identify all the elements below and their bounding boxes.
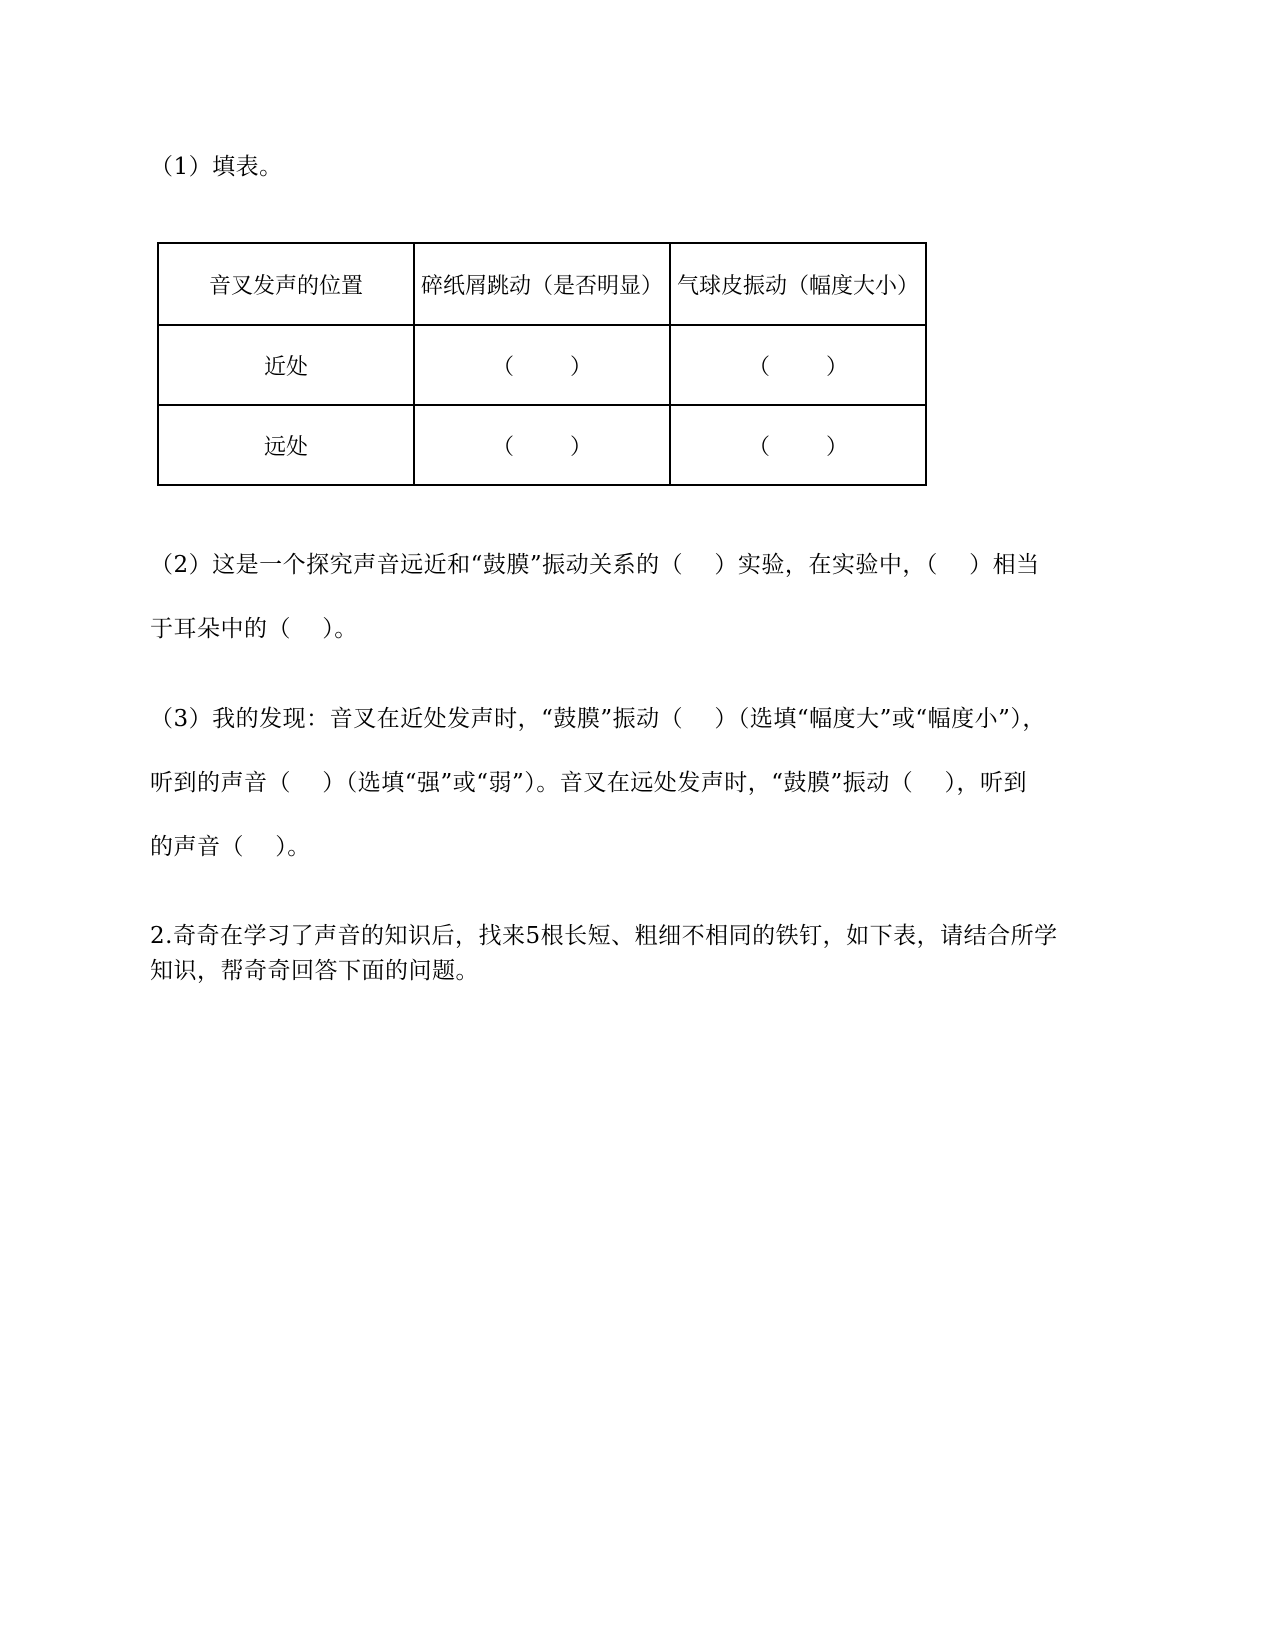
table-header-paper: 碎纸屑跳动（是否明显） [414,243,670,325]
table-cell-position: 远处 [158,405,414,485]
table-row [158,405,926,485]
table-header-row [158,243,926,325]
table-cell-paper-blank[interactable] [414,325,670,405]
experiment-table [157,242,927,486]
table-cell-balloon-blank[interactable] [670,405,926,485]
answer-blank[interactable]: （ ） [492,434,592,460]
answer-blank[interactable]: （ ） [748,354,848,380]
answer-blank[interactable]: （ ） [748,434,848,460]
answer-blank[interactable]: （ ） [492,354,592,380]
question-3-line-1: （3）我的发现：音叉在近处发声时，“鼓膜”振动（ ）（选填“幅度大”或“幅度小”）， [150,706,1046,732]
question-4-line-1: 2.奇奇在学习了声音的知识后，找来5根长短、粗细不相同的铁钉，如下表，请结合所学 [150,923,1058,949]
table-cell-paper-blank[interactable] [414,405,670,485]
table-row [158,325,926,405]
table-header-balloon: 气球皮振动（幅度大小） [670,243,926,325]
table-cell-balloon-blank[interactable] [670,325,926,405]
question-3-line-3: 的声音（ ）。 [150,834,311,860]
question-3-line-2: 听到的声音（ ）（选填“强”或“弱”）。音叉在远处发声时，“鼓膜”振动（ ），听到 [150,770,1028,796]
table-cell-position: 近处 [158,325,414,405]
question-2-line-2: 于耳朵中的（ ）。 [150,616,358,642]
question-4-line-2: 知识，帮奇奇回答下面的问题。 [150,958,479,984]
question-2-line-1: （2）这是一个探究声音远近和“鼓膜”振动关系的（ ）实验，在实验中，（ ）相当 [150,552,1040,578]
question-1-instruction: （1）填表。 [150,154,283,180]
table-header-position: 音叉发声的位置 [158,243,414,325]
